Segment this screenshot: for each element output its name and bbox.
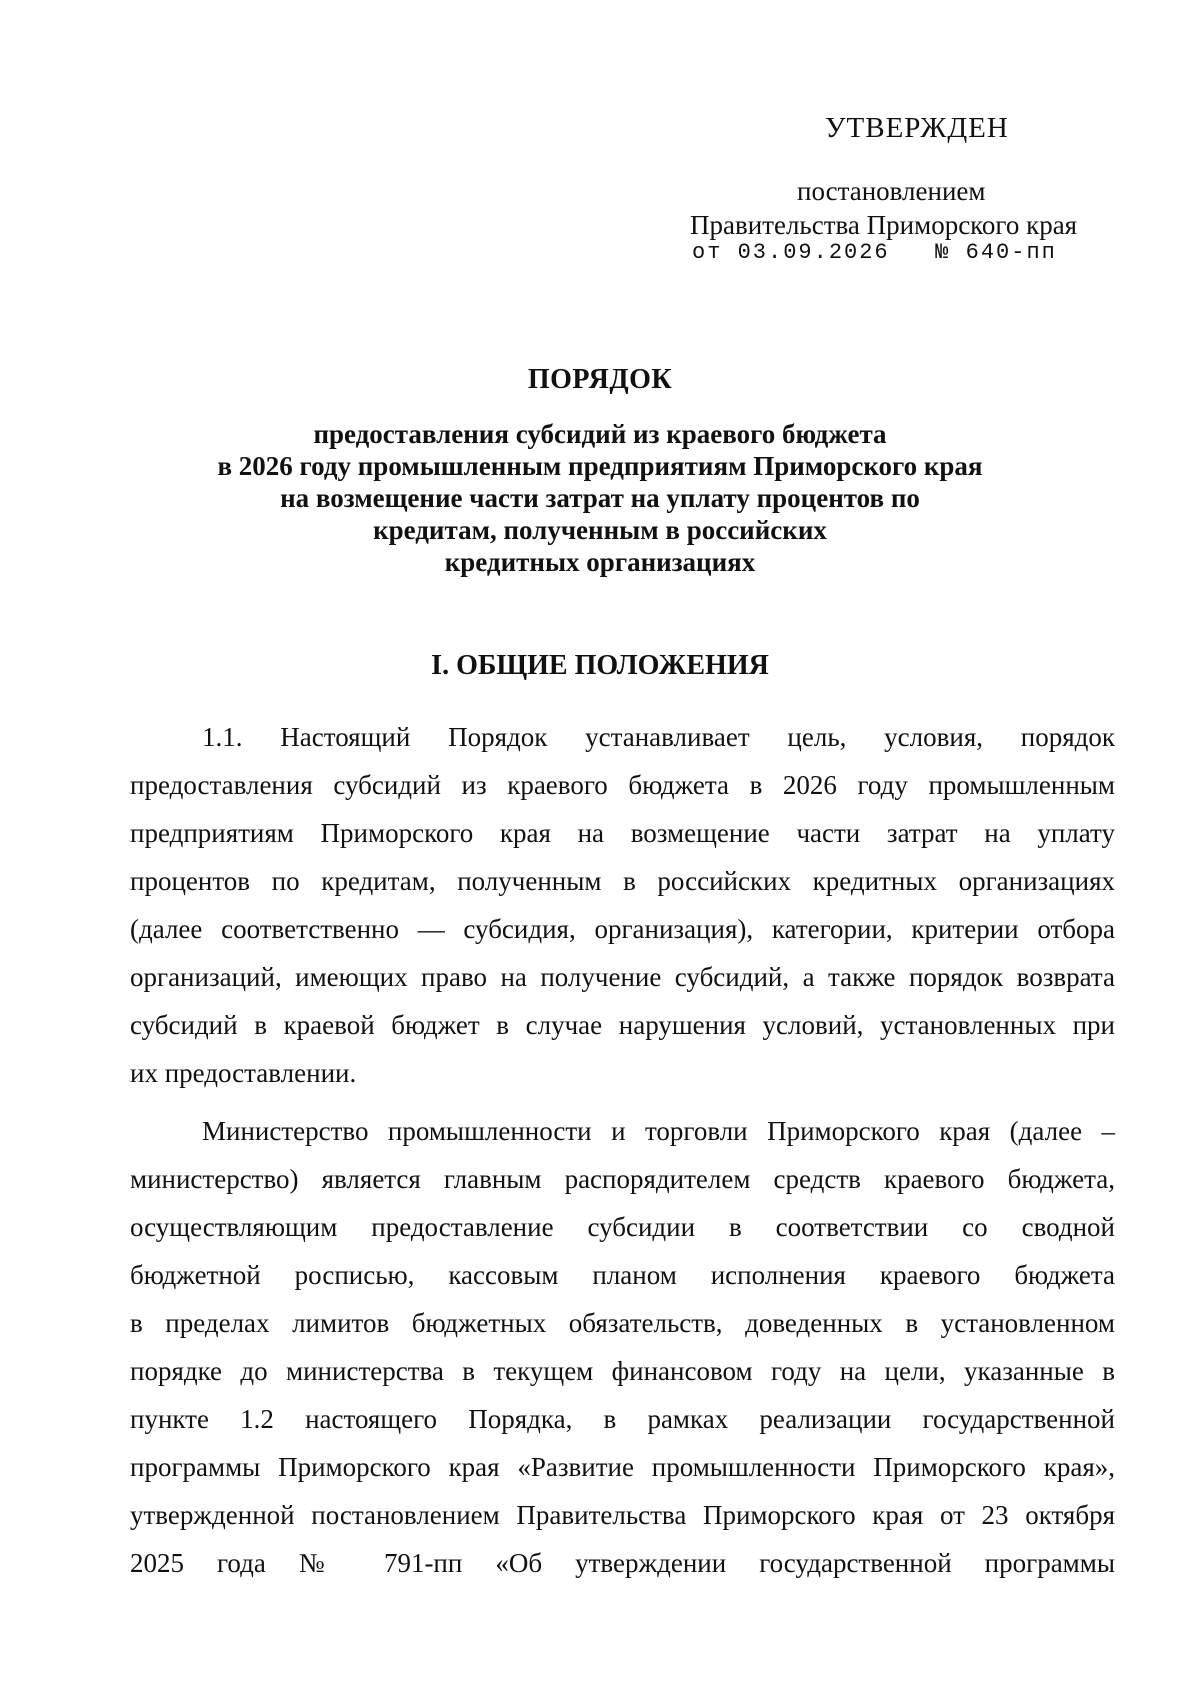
paragraph-gap xyxy=(130,1097,1115,1107)
document-title: ПОРЯДОК xyxy=(527,364,673,395)
paragraph-line: порядке до министерства в текущем финансовом году на цели, указанные в xyxy=(130,1356,1115,1386)
paragraph-line: утвержденной постановлением Правительства Приморского края от 23 октября xyxy=(130,1500,1115,1530)
subtitle-line: кредитных организациях xyxy=(444,547,756,577)
paragraph-2 xyxy=(130,1107,1115,1587)
document-body xyxy=(130,713,1115,1587)
paragraph-line: предприятиям Приморского края на возмещение части затрат на уплату xyxy=(130,818,1115,848)
paragraph-line: предоставления субсидий из краевого бюджета в 2026 году промышленным xyxy=(130,770,1115,800)
approval-by-line: постановлением xyxy=(797,176,986,206)
paragraph-line: 1.1. Настоящий Порядок устанавливает цель, условия, порядок xyxy=(202,722,1115,752)
paragraph-line: бюджетной росписью, кассовым планом исполнения краевого бюджета xyxy=(130,1260,1115,1290)
approval-date-number: от 03.09.2026 № 640-пп xyxy=(692,240,1057,265)
paragraph-line: министерство) является главным распорядителем средств краевого бюджета, xyxy=(130,1164,1115,1194)
approval-government-line: Правительства Приморского края xyxy=(690,210,1078,240)
paragraph-line: пункте 1.2 настоящего Порядка, в рамках реализации государственной xyxy=(130,1404,1115,1434)
paragraph-line: субсидий в краевой бюджет в случае нарушения условий, установленных при xyxy=(130,1010,1115,1040)
paragraph-line: Министерство промышленности и торговли Приморского края (далее – xyxy=(202,1116,1115,1146)
paragraph-line: процентов по кредитам, полученным в российских кредитных организациях xyxy=(130,866,1115,896)
section-heading: I. ОБЩИЕ ПОЛОЖЕНИЯ xyxy=(431,650,769,681)
paragraph-line: программы Приморского края «Развитие промышленности Приморского края», xyxy=(130,1452,1115,1482)
paragraph-1 xyxy=(130,713,1115,1097)
subtitle-line: кредитам, полученным в российских xyxy=(373,515,827,545)
paragraph-line: (далее соответственно — субсидия, организация), категории, критерии отбора xyxy=(130,914,1115,944)
subtitle-line: предоставления субсидий из краевого бюджета xyxy=(313,419,887,449)
paragraph-line: осуществляющим предоставление субсидии в соответствии со сводной xyxy=(130,1212,1115,1242)
paragraph-line: организаций, имеющих право на получение субсидий, а также порядок возврата xyxy=(130,962,1115,992)
paragraph-line: их предоставлении. xyxy=(130,1058,357,1088)
paragraph-line: в пределах лимитов бюджетных обязательств, доведенных в установленном xyxy=(130,1308,1115,1338)
subtitle-line: на возмещение части затрат на уплату процентов по xyxy=(280,483,920,513)
subtitle-line: в 2026 году промышленным предприятиям Приморского края xyxy=(217,451,983,481)
paragraph-line: 2025 года № 791-пп «Об утверждении государственной программы xyxy=(130,1548,1115,1578)
document-subtitle xyxy=(0,418,1200,578)
approval-stamp-title: УТВЕРЖДЕН xyxy=(825,112,1009,144)
